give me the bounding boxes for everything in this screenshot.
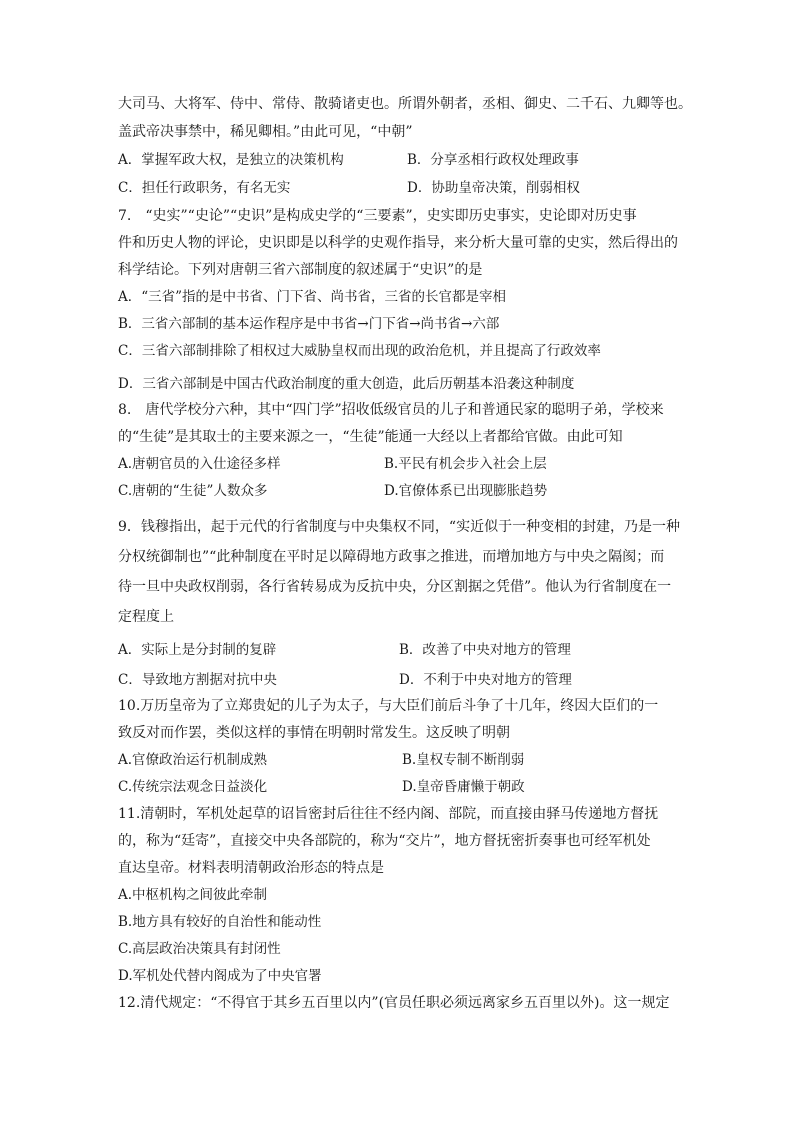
q10-stem-line2: 致反对而作罢，类似这样的事情在明朝时常发生。这反映了明朝: [118, 725, 510, 741]
q10-option-d: D.皇帝昏庸懒于朝政: [402, 779, 525, 795]
q7-option-d: D．三省六部制是中国古代政治制度的重大创造，此后历朝基本沿袭这种制度: [118, 376, 575, 392]
q6-stem-line2: 盖武帝决事禁中，稀见卿相。”由此可见，“中朝”: [118, 124, 413, 140]
q12-stem-line1: 12.清代规定：“不得官于其乡五百里以内”(官员任职必须远离家乡五百里以外)。这一规定: [118, 995, 670, 1011]
q7-stem-line1: 7. “史实”“史论”“史识”是构成史学的“三要素”，史实即历史事实，史论即对历史事: [118, 208, 637, 224]
q6-option-c: C．担任行政职务，有名无实: [118, 180, 291, 196]
q9-stem-line1: 9．钱穆指出，起于元代的行省制度与中央集权不同，“实近似于一种变相的封建，乃是一种: [118, 519, 681, 535]
q9-stem-line2: 分权统御制也”“此种制度在平时足以障碍地方政事之推进，而增加地方与中央之隔阂；而: [118, 549, 665, 565]
q7-option-b: B．三省六部制的基本运作程序是中书省→门下省→尚书省→六部: [118, 316, 500, 332]
q9-option-c: C．导致地方割据对抗中央: [118, 672, 277, 688]
q7-option-c: C．三省六部制排除了相权过大威胁皇权而出现的政治危机，并且提高了行政效率: [118, 343, 601, 359]
q11-option-b: B.地方具有较好的自治性和能动性: [118, 914, 322, 930]
q8-option-c: C.唐朝的“生徒”人数众多: [118, 483, 268, 499]
q7-stem-line2: 件和历史人物的评论，史识即是以科学的史观作指导，来分析大量可靠的史实，然后得出的: [118, 235, 678, 251]
q8-stem-line2: 的“生徒”是其取士的主要来源之一，“生徒”能通一大经以上者都给官做。由此可知: [118, 429, 623, 445]
q6-stem-line1: 大司马、大将军、侍中、常侍、散骑诸吏也。所谓外朝者，丞相、御史、二千石、九卿等也。: [118, 96, 692, 112]
q10-option-b: B.皇权专制不断削弱: [402, 752, 525, 768]
q11-option-a: A.中枢机构之间彼此牵制: [118, 887, 268, 903]
q11-stem-line3: 直达皇帝。材料表明清朝政治形态的特点是: [118, 860, 384, 876]
q9-option-a: A．实际上是分封制的复辟: [118, 642, 277, 658]
q8-option-a: A.唐朝官员的入仕途径多样: [118, 456, 281, 472]
q6-option-b: B．分享丞相行政权处理政事: [407, 152, 579, 168]
q6-option-d: D．协助皇帝决策，削弱相权: [407, 180, 580, 196]
q7-stem-line3: 科学结论。下列对唐朝三省六部制度的叙述属于“史识”的是: [118, 262, 483, 278]
q6-option-a: A．掌握军政大权，是独立的决策机构: [118, 152, 344, 168]
q9-stem-line4: 定程度上: [118, 609, 174, 625]
q10-stem-line1: 10.万历皇帝为了立郑贵妃的儿子为太子，与大臣们前后斗争了十几年，终因大臣们的一: [118, 698, 659, 714]
q10-option-a: A.官僚政治运行机制成熟: [118, 752, 268, 768]
q11-stem-line1: 11.清朝时，军机处起草的诏旨密封后往往不经内阁、部院，而直接由驿马传递地方督抚: [118, 806, 659, 822]
q8-option-d: D.官僚体系已出现膨胀趋势: [384, 483, 548, 499]
q9-stem-line3: 待一旦中央政权削弱，各行省转易成为反抗中央，分区割据之凭借”。他认为行省制度在一: [118, 579, 672, 595]
q8-option-b: B.平民有机会步入社会上层: [384, 456, 547, 472]
q7-option-a: A．“三省”指的是中书省、门下省、尚书省，三省的长官都是宰相: [118, 289, 507, 305]
q11-stem-line2: 的，称为“廷寄”，直接交中央各部院的，称为“交片”，地方督抚密折奏事也可经军机处: [118, 833, 651, 849]
q9-option-b: B．改善了中央对地方的管理: [399, 642, 571, 658]
q11-option-c: C.高层政治决策具有封闭性: [118, 941, 281, 957]
q11-option-d: D.军机处代替内阁成为了中央官署: [118, 968, 322, 984]
q10-option-c: C.传统宗法观念日益淡化: [118, 779, 268, 795]
q8-stem-line1: 8. 唐代学校分六种，其中“四门学”招收低级官员的儿子和普通民家的聪明子弟，学校来: [118, 402, 664, 418]
q9-option-d: D．不利于中央对地方的管理: [399, 672, 572, 688]
